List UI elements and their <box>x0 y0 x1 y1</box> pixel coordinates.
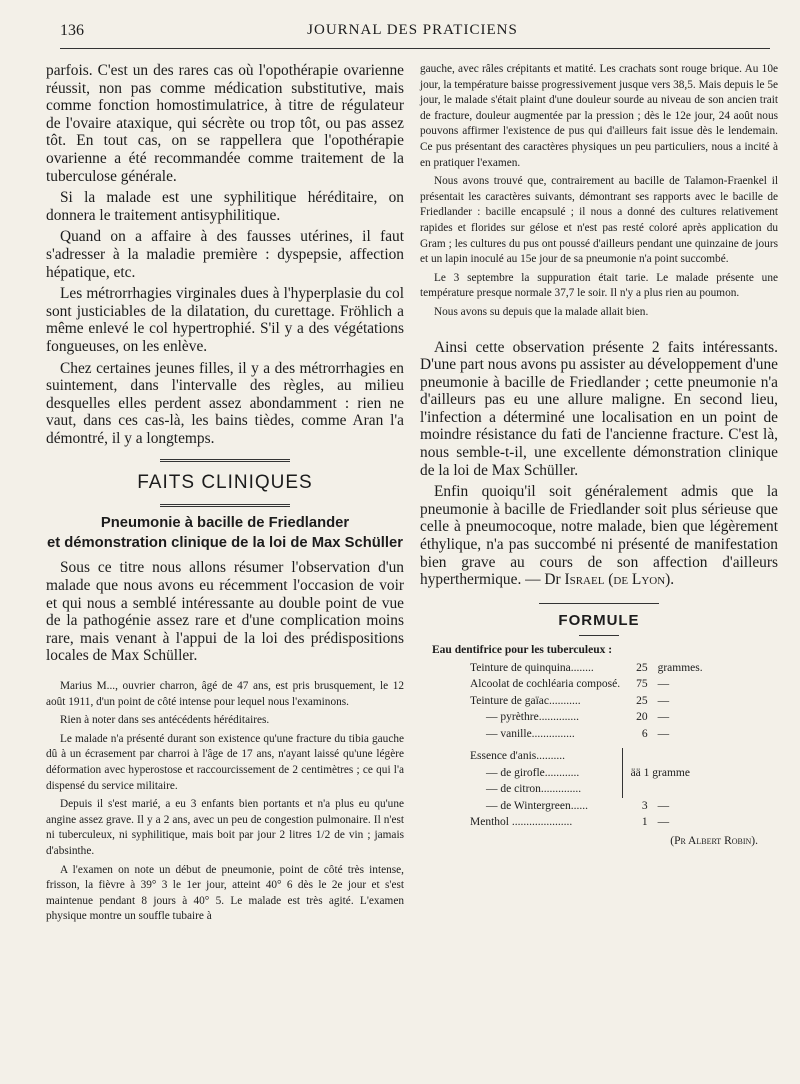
formule-title: FORMULE <box>558 611 640 629</box>
unit: — <box>657 694 670 707</box>
recipe-row <box>468 726 705 743</box>
quantity: 3 <box>641 799 648 812</box>
section-rule-bottom <box>160 504 290 507</box>
section-rule-top <box>160 459 290 462</box>
section-title: FAITS CLINIQUES <box>137 472 313 494</box>
conclusion-text: Enfin quoiqu'il soit généralement admis que la pneumonie à bacille de Friedlander soit plus sérieuse que celle à pneumocoque, notre malade, bien que légèrement éthylique, n'a pas succombé ni présenté de manifestation bien grave au cours de son affection d'ailleurs hyperthermique. — Dr <box>420 483 778 589</box>
grouped-quantity-text: ää 1 gramme <box>630 766 690 779</box>
header-rule <box>60 48 770 49</box>
recipe-row <box>468 748 705 765</box>
quantity: 75 <box>636 678 648 691</box>
formule-signature: (Pr Albert Robin). <box>670 834 758 847</box>
ingredient: Essence d'anis.......... <box>470 750 566 763</box>
paragraph: Chez certaines jeunes filles, il y a des métrorrhagies en suintement, dans l'intervalle des règles, au milieu desquelles elles perdent assez abondamment : rien ne vaut, dans ces cas-là, les bains tièdes, comme Aran l'a démontré, il y a longtemps. <box>46 359 404 447</box>
recipe-row <box>468 814 705 831</box>
continued-text <box>46 62 404 447</box>
unit: — <box>657 678 670 691</box>
grouped-quantity <box>622 748 705 798</box>
article-intro <box>46 559 404 665</box>
observation-right <box>420 62 778 321</box>
ingredient: — de Wintergreen...... <box>486 799 588 812</box>
article-title <box>46 513 404 553</box>
quantity: 6 <box>641 727 648 740</box>
paragraph: gauche, avec râles crépitants et matité. Les crachats sont rouge brique. Au 10e jour, la température baisse progressivement jusque vers 38,5. Mais depuis le 5e jour, le malade s'était plaint d'une douleur sourde au niveau de son ancien trait de fracture, douleur augmentée par la pression ; dès le 12e jour, 24 août nous pouvons affirmer l'existence de pus qui d'ailleurs fait issue dès le lendemain. Ce pus présentant des caractères physiques un peu particuliers, nous a incité à en pratiquer l'examen. <box>420 63 778 169</box>
quantity: 20 <box>636 711 648 724</box>
recipe-row <box>468 693 705 710</box>
unit: grammes. <box>657 661 703 674</box>
observation-left <box>46 679 404 925</box>
article-title-line: Pneumonie à bacille de Friedlander <box>100 515 350 532</box>
unit: — <box>657 711 670 724</box>
recipe-row <box>468 709 705 726</box>
quantity: 25 <box>636 661 648 674</box>
ingredient: — de citron.............. <box>486 783 582 796</box>
ingredient: — de girofle............ <box>486 766 580 779</box>
recipe-row <box>468 660 705 677</box>
paragraph: Sous ce titre nous allons résumer l'observation d'un malade que nous avons eu récemment l'occasion de voir et qui nous a semblé intéressante au double point de vue de la pathogénie assez rare et d'une complication moins rare, mais venant à l'appui de la loi des prédispositions locales de Max Schüller. <box>46 559 404 665</box>
paragraph: Le malade n'a présenté durant son existence qu'une fracture du tibia gauche dû à un écrasement par charroi à l'âge de 17 ans, n'ayant laissé qu'une légère déformation avec hyperostose et raccourcissement de 2 centimètres ; ce qui l'a dispensé du service militaire. <box>46 732 404 792</box>
formule-rule <box>539 603 659 604</box>
ingredient: Teinture de gaïac........... <box>470 694 581 707</box>
ingredient: — vanille............... <box>486 727 575 740</box>
paragraph <box>420 483 778 589</box>
paragraph: Marius M..., ouvrier charron, âgé de 47 ans, est pris brusquement, le 12 août 1911, d'un point de côté intense pour lequel nous l'examinons. <box>46 680 404 708</box>
quantity: 25 <box>636 694 648 707</box>
paragraph: Les métrorrhagies virginales dues à l'hyperplasie du col sont justiciables de la dilatation, du curettage. Fröhlich a même enlevé le col hypertrophié. S'il y a des végétations fongueuses, on les enlève. <box>46 285 404 355</box>
ingredient: — pyrèthre.............. <box>486 711 579 724</box>
unit: — <box>657 799 670 812</box>
recipe-table <box>468 660 705 831</box>
paragraph: Nous avons trouvé que, contrairement au bacille de Talamon-Fraenkel il présentait les caractères suivants, démontrant ses rapports avec le bacille de Friedlander : bacille encapsulé ; il nous a donné des cultures relativement rapides et florides sur gélose et n'est pas resté coloré après application du Gram ; les cultures du pus ont poussé d'ailleurs pendant une quinzaine de jours et un lapin inoculé au 15e jour de sa pneumonie n'a point succombé. <box>420 175 778 266</box>
recipe-row <box>468 676 705 693</box>
paragraph: A l'examen on note un début de pneumonie, point de côté très intense, frisson, la fièvre à 39° 3 le 1er jour, atteint 40° 6 dès le 2e jour et s'est maintenue pendant 8 jours à 40° 5. Le malade est très agité. L'examen physique montre un souffle tubaire à <box>46 863 404 923</box>
recipe-row <box>468 798 705 815</box>
paragraph: Quand on a affaire à des fausses utérines, il faut s'adresser à la maladie première : dyspepsie, affection hépatique, etc. <box>46 228 404 281</box>
paragraph: Depuis il s'est marié, a eu 3 enfants bien portants et n'a plus eu qu'une angine assez grave. Il y a 2 ans, avec un peu de congestion pulmonaire. Il n'est ni tuberculeux, ni syphilitique, mais boit par jour 2 litres 1/2 de vin ; jamais d'absinthe. <box>46 798 404 857</box>
paragraph: parfois. C'est un des rares cas où l'opothérapie ovarienne réussit, non pas comme médication substitutive, mais comme fonction homostimulatrice, à titre de régulateur de l'ovaire ataxique, qui sécrète ou trop tôt, ou pas assez tôt. En tout cas, on se rappellera que l'opothérapie ovarienne a été recommandée comme traitement de la tuberculose générale. <box>46 62 404 185</box>
quantity: 1 <box>641 816 648 829</box>
article-conclusion <box>420 339 778 589</box>
formule-rule <box>579 635 619 636</box>
ingredient: Alcoolat de cochléaria composé. <box>470 678 621 691</box>
left-column <box>46 62 404 928</box>
paragraph: Rien à noter dans ses antécédents héréditaires. <box>60 714 270 727</box>
unit: — <box>657 727 670 740</box>
paragraph: Nous avons su depuis que la malade allait bien. <box>434 305 649 318</box>
article-title-line: et démonstration clinique de la loi de Max Schüller <box>46 535 404 552</box>
page-header <box>60 22 765 48</box>
paragraph: Ainsi cette observation présente 2 faits intéressants. D'une part nous avons pu assister au développement d'une pneumonie à bacille de Friedlander ; cette pneumonie n'a d'ailleurs pas eu une allure maligne. En second lieu, l'infection a déterminé une localisation en un point de moindre résistance du fati de l'ancienne fracture. C'est là, nous semble-t-il, une excellente démonstration clinique de la loi de Max Schüller. <box>420 338 778 479</box>
paragraph: Si la malade est une syphilitique héréditaire, on donnera le traitement antisyphilitique. <box>46 189 404 224</box>
ingredient: Teinture de quinquina........ <box>470 661 594 674</box>
ingredient: Menthol ..................... <box>470 816 573 829</box>
right-column <box>420 62 778 847</box>
page-number: 136 <box>60 22 84 39</box>
paragraph: Le 3 septembre la suppuration était tarie. Le malade présente une température presque normale 37,7 le soir. Il n'y a plus rien au poumon. <box>420 271 778 300</box>
recipe-title: Eau dentifrice pour les tuberculeux : <box>432 643 613 656</box>
unit: — <box>657 816 670 829</box>
running-title: JOURNAL DES PRATICIENS <box>307 22 518 38</box>
author-name: Israel (de Lyon). <box>564 571 675 589</box>
